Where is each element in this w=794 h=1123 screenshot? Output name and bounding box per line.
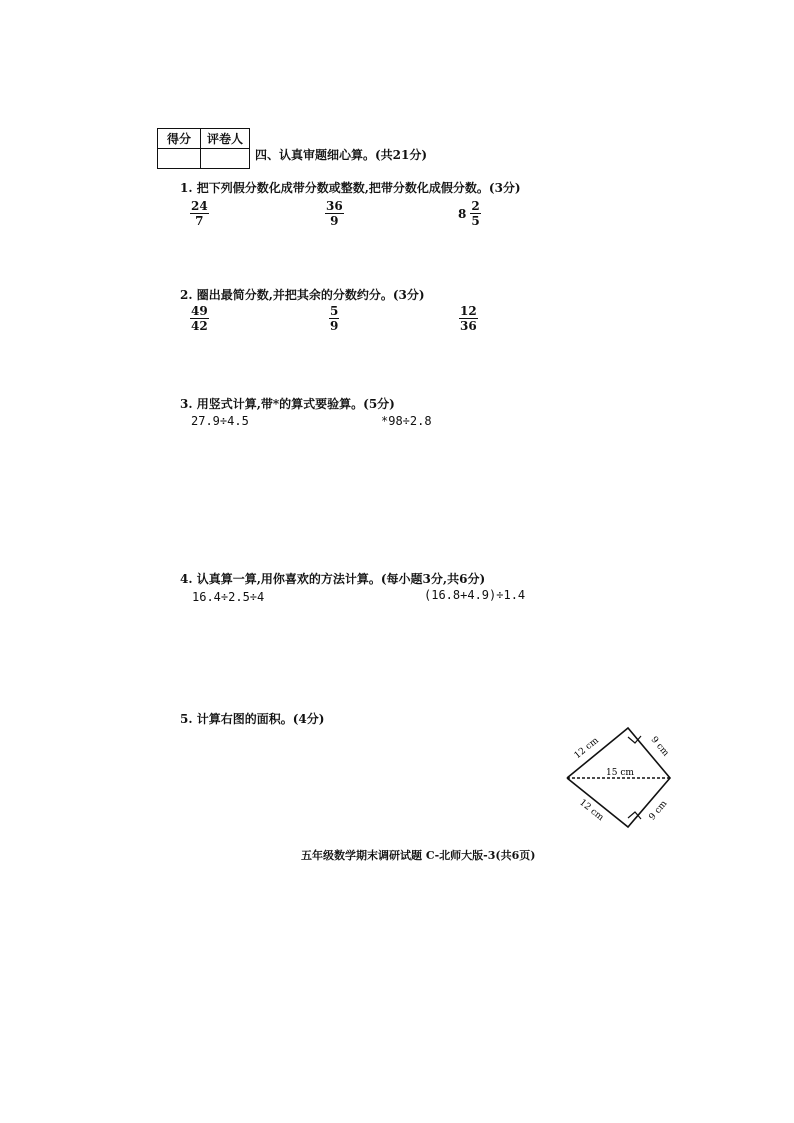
q1-mixed-fraction xyxy=(470,199,480,228)
q2-fraction-3-numerator: 12 xyxy=(460,304,477,318)
q1-fraction-1-numerator: 24 xyxy=(191,199,208,213)
label-diagonal: 15 cm xyxy=(606,768,634,778)
q2-fraction-1 xyxy=(190,304,209,333)
q1-fraction-2-denominator: 9 xyxy=(330,214,339,228)
q1-fraction-2-numerator: 36 xyxy=(326,199,343,213)
label-top-right: 9 cm xyxy=(648,735,671,759)
q4-text: 4. 认真算一算,用你喜欢的方法计算。(每小题3分,共6分) xyxy=(180,572,486,586)
page-footer: 五年级数学期末调研试题 C-北师大版-3(共6页) xyxy=(301,849,536,862)
grader-label: 评卷人 xyxy=(201,129,250,149)
q1-mixed-denominator: 5 xyxy=(471,214,480,228)
q5-text: 5. 计算右图的面积。(4分) xyxy=(180,712,325,726)
q2-fraction-2-denominator: 9 xyxy=(330,319,339,333)
grader-cell[interactable] xyxy=(201,149,250,169)
q2-text: 2. 圈出最简分数,并把其余的分数约分。(3分) xyxy=(180,288,425,302)
q3-text: 3. 用竖式计算,带*的算式要验算。(5分) xyxy=(180,397,395,411)
q1-text: 1. 把下列假分数化成带分数或整数,把带分数化成假分数。(3分) xyxy=(180,181,521,195)
label-bottom-left: 12 cm xyxy=(577,797,606,824)
q1-fraction-1-denominator: 7 xyxy=(195,214,204,228)
q3-expr-2: *98÷2.8 xyxy=(381,414,432,428)
q2-fraction-1-numerator: 49 xyxy=(191,304,208,318)
q2-fraction-2-numerator: 5 xyxy=(330,304,339,318)
q1-mixed-numerator: 2 xyxy=(471,199,480,213)
label-bottom-right: 9 cm xyxy=(647,799,670,823)
q2-fraction-3-denominator: 36 xyxy=(460,319,477,333)
q2-fraction-2 xyxy=(329,304,339,333)
q2-fraction-3 xyxy=(459,304,478,333)
score-label: 得分 xyxy=(158,129,201,149)
label-top-left: 12 cm xyxy=(572,735,601,762)
q4-expr-2: (16.8+4.9)÷1.4 xyxy=(424,588,526,602)
section-title: 四、认真审题细心算。(共21分) xyxy=(255,148,428,162)
score-cell[interactable] xyxy=(158,149,201,169)
q1-fraction-1 xyxy=(190,199,209,228)
q2-fraction-1-denominator: 42 xyxy=(191,319,208,333)
score-table xyxy=(157,128,250,169)
q1-mixed-whole: 8 xyxy=(458,206,467,221)
q1-fraction-2 xyxy=(325,199,344,228)
q1-mixed-number xyxy=(458,199,481,228)
q4-expr-1: 16.4÷2.5÷4 xyxy=(192,590,265,604)
q3-expr-1: 27.9÷4.5 xyxy=(191,414,249,428)
kite-figure xyxy=(550,720,700,840)
